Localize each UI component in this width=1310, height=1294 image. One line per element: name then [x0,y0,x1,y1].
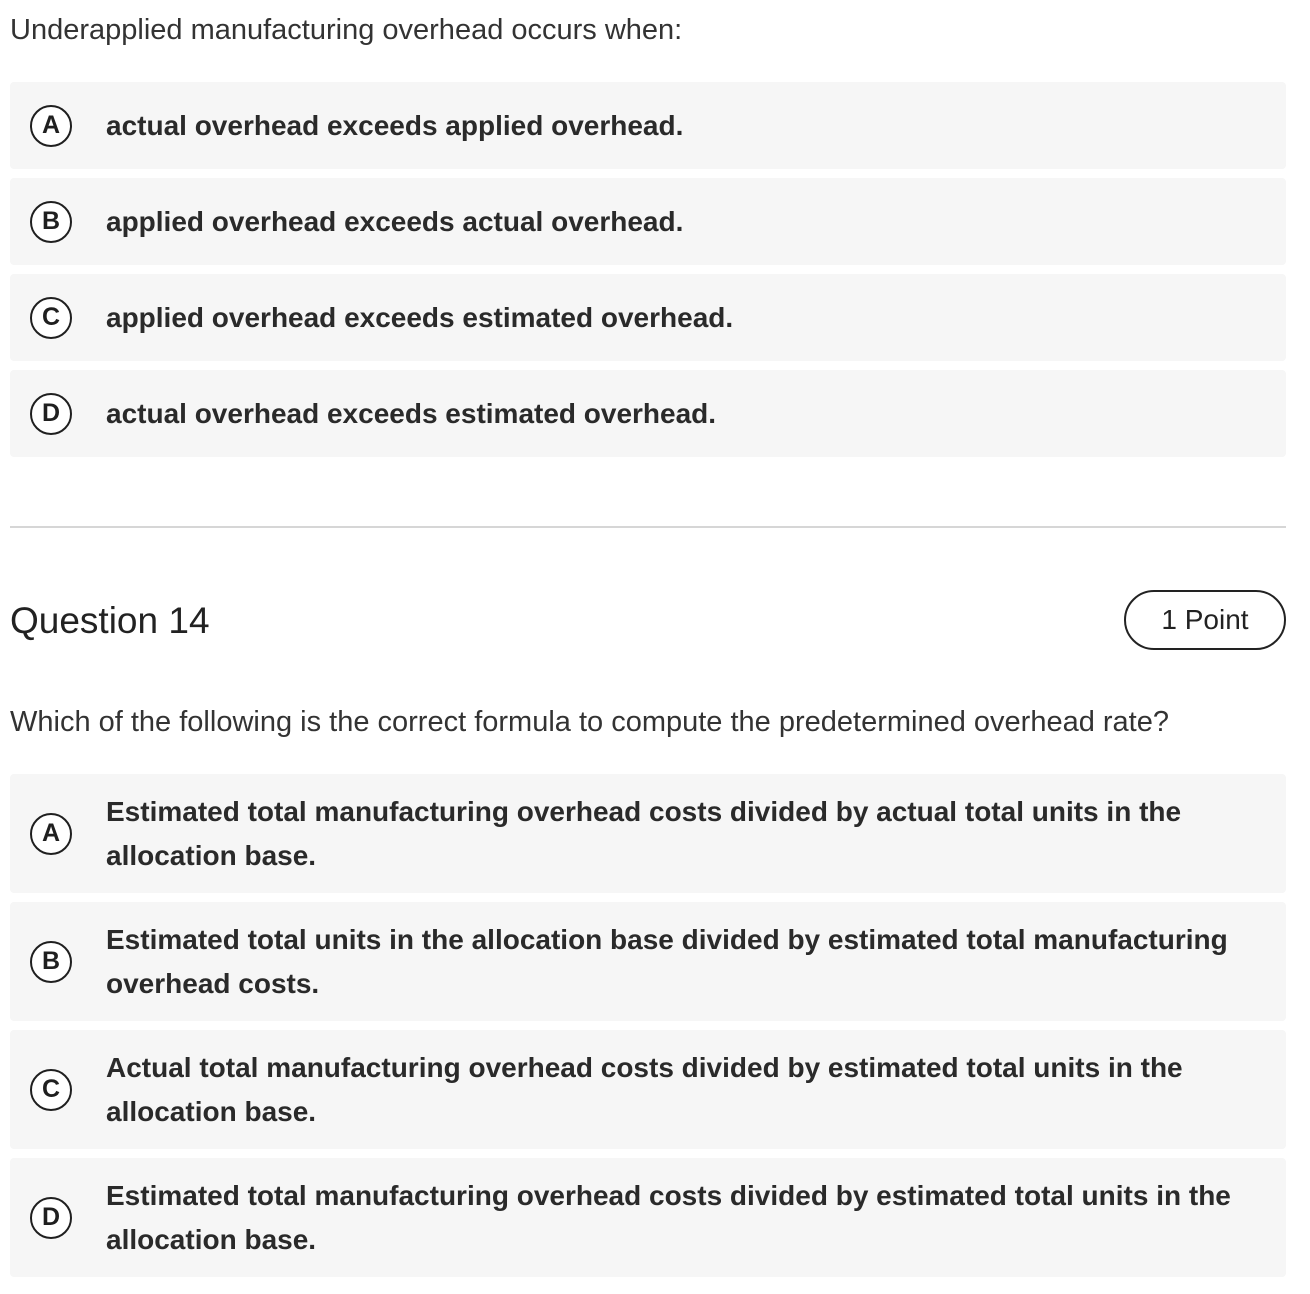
option-text: Actual total manufacturing overhead costs divided by estimated total units in the allocation base. [106,1051,1183,1127]
option-text: Estimated total manufacturing overhead costs divided by actual total units in the allocation base. [106,795,1182,871]
option-letter-badge: C [30,297,72,339]
option-letter-badge: A [30,105,72,147]
option-letter-badge: B [30,201,72,243]
option-letter-badge: A [30,813,72,855]
section-divider [10,526,1286,528]
option-text: Estimated total manufacturing overhead costs divided by estimated total units in the allocation base. [106,1179,1231,1255]
option-text: applied overhead exceeds estimated overhead. [106,301,734,333]
q14-option-b[interactable] [10,902,1286,1021]
option-letter-badge: C [30,1069,72,1111]
question-14-title: Question 14 [10,600,210,641]
q13-option-a[interactable] [10,82,1286,169]
points-badge: 1 Point [1124,590,1286,650]
question-13-options [10,82,1286,466]
option-letter-badge: D [30,393,72,435]
q14-option-c[interactable] [10,1030,1286,1149]
option-text: actual overhead exceeds applied overhead. [106,109,684,141]
q14-option-d[interactable] [10,1158,1286,1277]
question-14-prompt: Which of the following is the correct formula to compute the predetermined overhead rate? [10,706,1169,738]
q13-option-c[interactable] [10,274,1286,361]
q13-option-d[interactable] [10,370,1286,457]
option-text: applied overhead exceeds actual overhead. [106,205,684,237]
q14-option-a[interactable] [10,774,1286,893]
option-letter-badge: D [30,1197,72,1239]
option-letter-badge: B [30,941,72,983]
question-14-options [10,774,1286,1286]
option-text: actual overhead exceeds estimated overhead. [106,397,717,429]
question-13-prompt: Underapplied manufacturing overhead occurs when: [10,14,683,46]
option-text: Estimated total units in the allocation base divided by estimated total manufacturing overhead costs. [106,923,1228,999]
q13-option-b[interactable] [10,178,1286,265]
